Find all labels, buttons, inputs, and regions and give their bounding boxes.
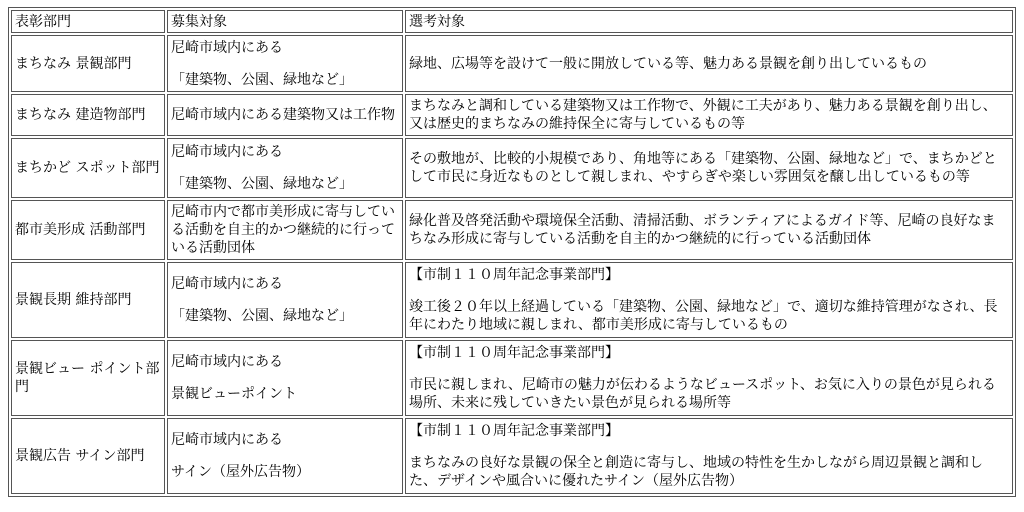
target-line2: 「建築物、公園、緑地など」 (171, 71, 353, 88)
category-label: まちなみ 景観部門 (15, 55, 132, 72)
criteria-cell (405, 200, 1013, 260)
criteria-cell (405, 340, 1013, 416)
target-line1: 尼崎市域内にある (171, 39, 283, 56)
criteria-cell (405, 35, 1013, 92)
criteria-text: その敷地が、比較的小規模であり、角地等にある「建築物、公園、緑地など」で、まちかどとして市民に身近なものとして親しまれ、やすらぎや楽しい雰囲気を醸し出しているもの等 (409, 151, 997, 185)
target-line2: 「建築物、公園、緑地など」 (171, 176, 353, 192)
criteria-heading: 【市制１１０周年記念事業部門】 (409, 267, 619, 283)
target-line1: 尼崎市域内にある建築物又は工作物 (171, 107, 395, 123)
target-line1: 尼崎市域内にある (171, 276, 283, 292)
header-criteria: 選考対象 (405, 10, 1013, 33)
target-cell (167, 418, 403, 494)
table-row (11, 200, 1013, 260)
target-cell (167, 35, 403, 92)
target-line2: 「建築物、公園、緑地など」 (171, 308, 353, 324)
criteria-text: 市民に親しまれ、尼崎市の魅力が伝わるようなビュースポット、お気に入りの景色が見られる場所、未来に残していきたい景色が見られる場所等 (409, 377, 996, 411)
table-header-row (11, 10, 1013, 33)
criteria-cell (405, 262, 1013, 338)
category-cell (11, 35, 165, 92)
target-cell (167, 340, 403, 416)
category-cell (11, 138, 165, 198)
criteria-text: 竣工後２０年以上経過している「建築物、公園、緑地など」で、適切な維持管理がなされ、長年にわたり地域に親しまれ、都市美形成に寄与しているもの (409, 299, 998, 333)
table-row (11, 340, 1013, 416)
header-target: 募集対象 (167, 10, 403, 33)
criteria-cell (405, 418, 1013, 494)
criteria-heading: 【市制１１０周年記念事業部門】 (409, 423, 619, 439)
category-label: まちかど スポット部門 (15, 160, 160, 176)
category-label: まちなみ 建造物部門 (15, 107, 146, 123)
category-label: 景観長期 維持部門 (15, 292, 132, 308)
criteria-heading: 【市制１１０周年記念事業部門】 (409, 345, 619, 361)
criteria-text: まちなみと調和している建築物又は工作物で、外観に工夫があり、魅力ある景観を創り出し、又は歴史的まちなみの維持保全に寄与しているもの等 (409, 98, 997, 132)
target-line1: 尼崎市域内にある (171, 432, 283, 448)
table-row (11, 418, 1013, 494)
target-line2: サイン（屋外広告物） (171, 464, 311, 480)
category-cell (11, 200, 165, 260)
table-row (11, 138, 1013, 198)
table-row (11, 94, 1013, 136)
category-label: 都市美形成 活動部門 (15, 222, 146, 238)
target-cell (167, 262, 403, 338)
target-cell (167, 94, 403, 136)
target-line1: 尼崎市域内にある (171, 354, 283, 370)
target-line1: 尼崎市域内にある (171, 144, 283, 160)
table-row (11, 262, 1013, 338)
table-row (11, 35, 1013, 92)
category-label: 景観ビュー ポイント部門 (15, 361, 160, 395)
target-cell (167, 200, 403, 260)
category-cell (11, 94, 165, 136)
category-cell (11, 340, 165, 416)
target-line1: 尼崎市内で都市美形成に寄与している活動を自主的かつ継続的に行っている活動団体 (171, 204, 395, 256)
header-category: 表彰部門 (11, 10, 165, 33)
criteria-text: 緑地、広場等を設けて一般に開放している等、魅力ある景観を創り出しているもの (409, 55, 927, 72)
target-line2: 景観ビューポイント (171, 386, 297, 402)
criteria-text: 緑化普及啓発活動や環境保全活動、清掃活動、ボランティアによるガイド等、尼崎の良好なまちなみ形成に寄与している活動を自主的かつ継続的に行っている活動団体 (409, 213, 996, 247)
category-label: 景観広告 サイン部門 (15, 448, 145, 464)
category-cell (11, 262, 165, 338)
criteria-text: まちなみの良好な景観の保全と創造に寄与し、地域の特性を生かしながら周辺景観と調和した、デザインや風合いに優れたサイン（屋外広告物） (409, 455, 983, 489)
award-categories-table (8, 7, 1016, 497)
target-cell (167, 138, 403, 198)
criteria-cell (405, 94, 1013, 136)
category-cell (11, 418, 165, 494)
criteria-cell (405, 138, 1013, 198)
